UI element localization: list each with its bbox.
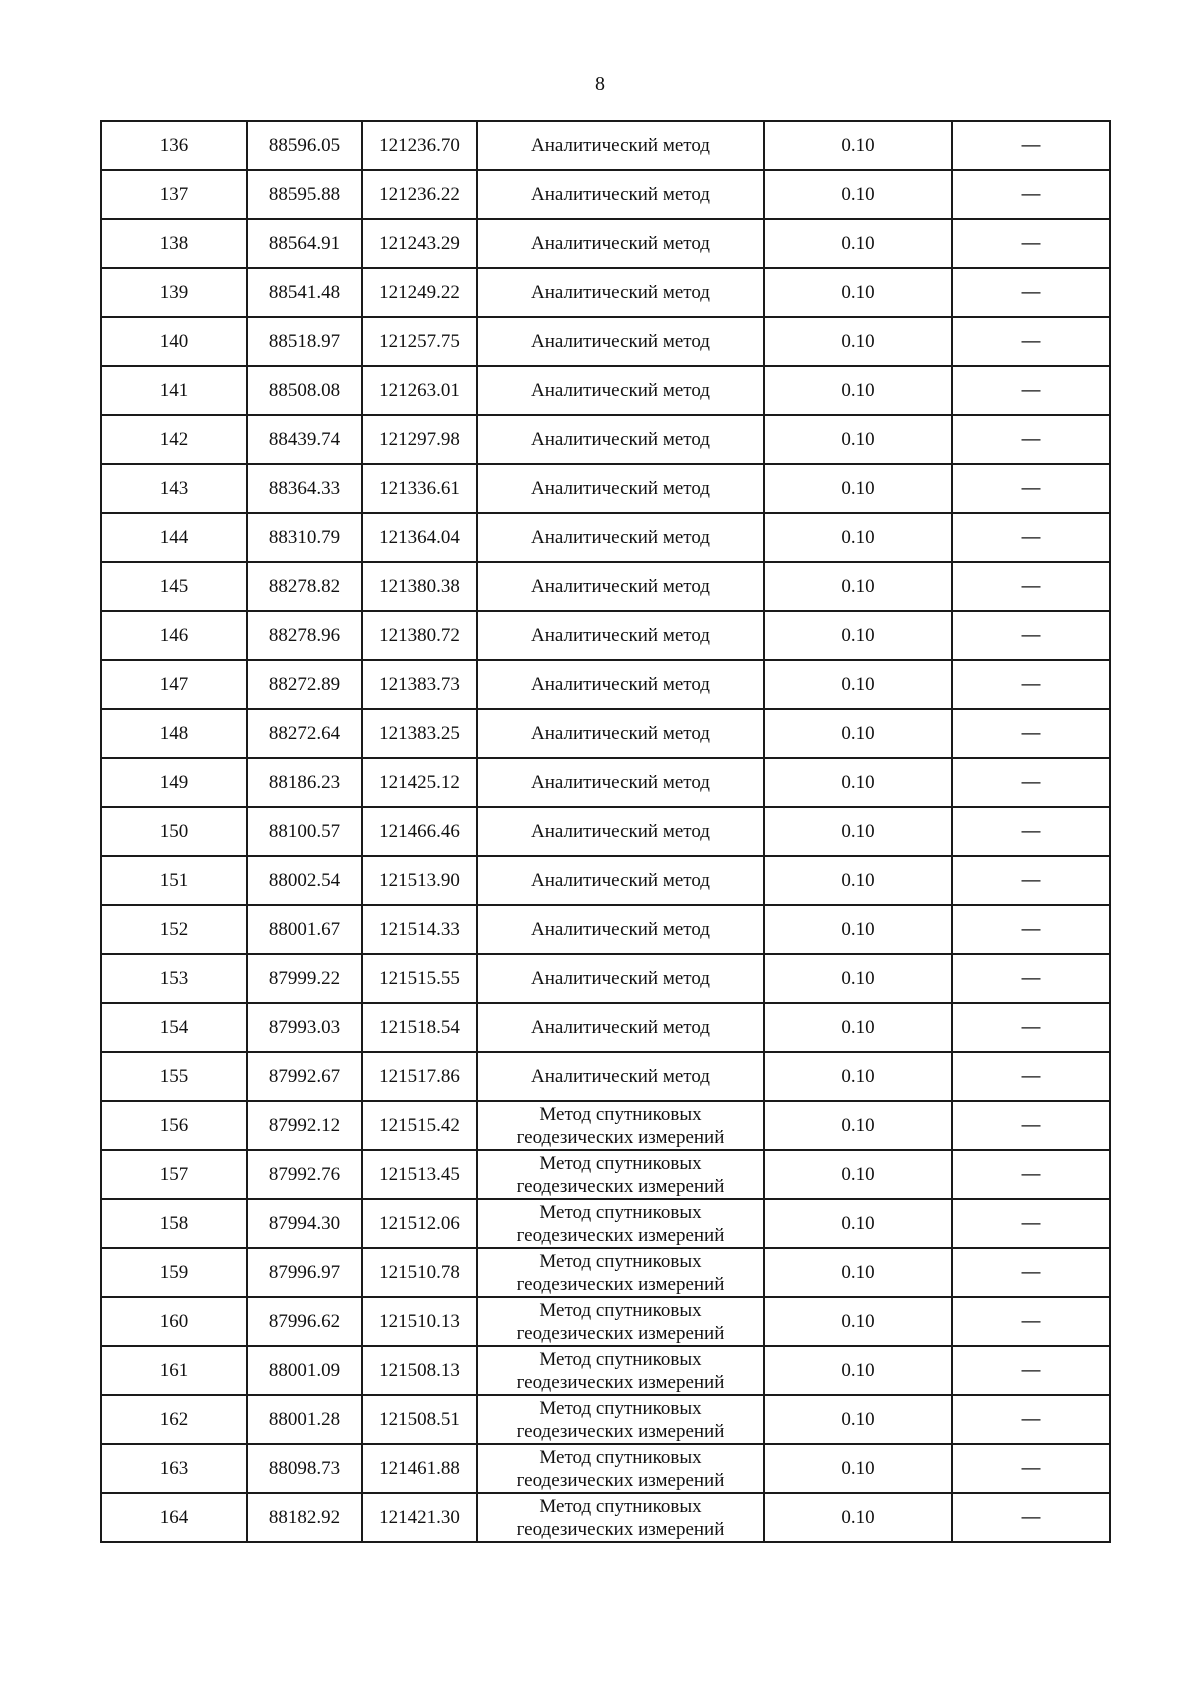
- cell-description: —: [952, 415, 1110, 464]
- cell-y-coordinate: 121466.46: [362, 807, 477, 856]
- table-row: [101, 1444, 1110, 1493]
- cell-method: Аналитический метод: [477, 660, 764, 709]
- cell-method: Аналитический метод: [477, 464, 764, 513]
- cell-accuracy: 0.10: [764, 1150, 952, 1199]
- cell-x-coordinate: 87992.67: [247, 1052, 362, 1101]
- cell-y-coordinate: 121514.33: [362, 905, 477, 954]
- cell-accuracy: 0.10: [764, 1101, 952, 1150]
- cell-method: Аналитический метод: [477, 709, 764, 758]
- coordinates-table: [100, 120, 1111, 1543]
- cell-y-coordinate: 121263.01: [362, 366, 477, 415]
- cell-method: Аналитический метод: [477, 513, 764, 562]
- cell-method: Метод спутниковых геодезических измерений: [477, 1297, 764, 1346]
- cell-x-coordinate: 88186.23: [247, 758, 362, 807]
- cell-y-coordinate: 121461.88: [362, 1444, 477, 1493]
- cell-point-number: 160: [101, 1297, 247, 1346]
- cell-x-coordinate: 88182.92: [247, 1493, 362, 1542]
- cell-accuracy: 0.10: [764, 464, 952, 513]
- cell-point-number: 156: [101, 1101, 247, 1150]
- cell-x-coordinate: 88508.08: [247, 366, 362, 415]
- cell-method: Аналитический метод: [477, 1052, 764, 1101]
- cell-description: —: [952, 1444, 1110, 1493]
- cell-method: Аналитический метод: [477, 366, 764, 415]
- cell-x-coordinate: 88596.05: [247, 121, 362, 170]
- cell-accuracy: 0.10: [764, 1297, 952, 1346]
- cell-x-coordinate: 88541.48: [247, 268, 362, 317]
- cell-point-number: 147: [101, 660, 247, 709]
- cell-x-coordinate: 87992.12: [247, 1101, 362, 1150]
- cell-description: —: [952, 562, 1110, 611]
- cell-method: Аналитический метод: [477, 268, 764, 317]
- cell-description: —: [952, 1297, 1110, 1346]
- table-row: [101, 1199, 1110, 1248]
- table-body: [101, 121, 1110, 1542]
- cell-y-coordinate: 121380.38: [362, 562, 477, 611]
- table-row: [101, 366, 1110, 415]
- cell-y-coordinate: 121421.30: [362, 1493, 477, 1542]
- cell-accuracy: 0.10: [764, 562, 952, 611]
- cell-point-number: 143: [101, 464, 247, 513]
- cell-x-coordinate: 87996.97: [247, 1248, 362, 1297]
- cell-y-coordinate: 121510.13: [362, 1297, 477, 1346]
- table-row: [101, 1395, 1110, 1444]
- cell-description: —: [952, 121, 1110, 170]
- cell-x-coordinate: 87993.03: [247, 1003, 362, 1052]
- cell-description: —: [952, 709, 1110, 758]
- cell-x-coordinate: 88001.67: [247, 905, 362, 954]
- cell-accuracy: 0.10: [764, 1199, 952, 1248]
- table-row: [101, 1248, 1110, 1297]
- cell-y-coordinate: 121508.51: [362, 1395, 477, 1444]
- cell-description: —: [952, 268, 1110, 317]
- cell-y-coordinate: 121517.86: [362, 1052, 477, 1101]
- table-row: [101, 611, 1110, 660]
- cell-x-coordinate: 88278.96: [247, 611, 362, 660]
- cell-x-coordinate: 87994.30: [247, 1199, 362, 1248]
- cell-x-coordinate: 88002.54: [247, 856, 362, 905]
- cell-accuracy: 0.10: [764, 1395, 952, 1444]
- table-row: [101, 415, 1110, 464]
- cell-point-number: 154: [101, 1003, 247, 1052]
- cell-accuracy: 0.10: [764, 856, 952, 905]
- cell-y-coordinate: 121336.61: [362, 464, 477, 513]
- cell-method: Аналитический метод: [477, 170, 764, 219]
- cell-x-coordinate: 88439.74: [247, 415, 362, 464]
- cell-description: —: [952, 1346, 1110, 1395]
- cell-point-number: 163: [101, 1444, 247, 1493]
- cell-accuracy: 0.10: [764, 905, 952, 954]
- cell-accuracy: 0.10: [764, 1346, 952, 1395]
- cell-point-number: 142: [101, 415, 247, 464]
- cell-description: —: [952, 905, 1110, 954]
- cell-accuracy: 0.10: [764, 660, 952, 709]
- cell-description: —: [952, 660, 1110, 709]
- table-row: [101, 1493, 1110, 1542]
- cell-y-coordinate: 121512.06: [362, 1199, 477, 1248]
- page-number: 8: [595, 73, 605, 95]
- cell-method: Метод спутниковых геодезических измерений: [477, 1248, 764, 1297]
- cell-y-coordinate: 121513.45: [362, 1150, 477, 1199]
- cell-method: Аналитический метод: [477, 415, 764, 464]
- table-row: [101, 121, 1110, 170]
- cell-point-number: 157: [101, 1150, 247, 1199]
- cell-description: —: [952, 1395, 1110, 1444]
- cell-description: —: [952, 1003, 1110, 1052]
- table-row: [101, 758, 1110, 807]
- table-row: [101, 1346, 1110, 1395]
- cell-accuracy: 0.10: [764, 807, 952, 856]
- table-row: [101, 709, 1110, 758]
- cell-accuracy: 0.10: [764, 1444, 952, 1493]
- cell-point-number: 149: [101, 758, 247, 807]
- table-row: [101, 1052, 1110, 1101]
- table-row: [101, 856, 1110, 905]
- cell-y-coordinate: 121236.70: [362, 121, 477, 170]
- cell-point-number: 153: [101, 954, 247, 1003]
- cell-point-number: 146: [101, 611, 247, 660]
- cell-method: Метод спутниковых геодезических измерений: [477, 1395, 764, 1444]
- cell-y-coordinate: 121364.04: [362, 513, 477, 562]
- cell-description: —: [952, 317, 1110, 366]
- table-row: [101, 905, 1110, 954]
- cell-method: Аналитический метод: [477, 954, 764, 1003]
- cell-x-coordinate: 88272.64: [247, 709, 362, 758]
- cell-x-coordinate: 88564.91: [247, 219, 362, 268]
- cell-method: Аналитический метод: [477, 807, 764, 856]
- cell-x-coordinate: 88001.28: [247, 1395, 362, 1444]
- cell-y-coordinate: 121243.29: [362, 219, 477, 268]
- cell-x-coordinate: 87996.62: [247, 1297, 362, 1346]
- cell-y-coordinate: 121425.12: [362, 758, 477, 807]
- cell-x-coordinate: 88518.97: [247, 317, 362, 366]
- table-row: [101, 219, 1110, 268]
- cell-x-coordinate: 88100.57: [247, 807, 362, 856]
- cell-y-coordinate: 121518.54: [362, 1003, 477, 1052]
- cell-method: Аналитический метод: [477, 758, 764, 807]
- cell-description: —: [952, 170, 1110, 219]
- cell-accuracy: 0.10: [764, 709, 952, 758]
- table-row: [101, 317, 1110, 366]
- cell-description: —: [952, 954, 1110, 1003]
- cell-point-number: 158: [101, 1199, 247, 1248]
- table-row: [101, 807, 1110, 856]
- cell-x-coordinate: 88364.33: [247, 464, 362, 513]
- cell-description: —: [952, 1101, 1110, 1150]
- cell-method: Метод спутниковых геодезических измерений: [477, 1493, 764, 1542]
- cell-x-coordinate: 88595.88: [247, 170, 362, 219]
- cell-y-coordinate: 121508.13: [362, 1346, 477, 1395]
- cell-y-coordinate: 121383.73: [362, 660, 477, 709]
- cell-method: Метод спутниковых геодезических измерений: [477, 1150, 764, 1199]
- cell-description: —: [952, 758, 1110, 807]
- table-row: [101, 660, 1110, 709]
- cell-accuracy: 0.10: [764, 513, 952, 562]
- cell-point-number: 144: [101, 513, 247, 562]
- cell-point-number: 141: [101, 366, 247, 415]
- cell-y-coordinate: 121383.25: [362, 709, 477, 758]
- cell-description: —: [952, 1199, 1110, 1248]
- cell-description: —: [952, 1493, 1110, 1542]
- cell-description: —: [952, 807, 1110, 856]
- cell-point-number: 161: [101, 1346, 247, 1395]
- cell-description: —: [952, 856, 1110, 905]
- cell-x-coordinate: 88278.82: [247, 562, 362, 611]
- cell-point-number: 139: [101, 268, 247, 317]
- cell-accuracy: 0.10: [764, 1248, 952, 1297]
- cell-point-number: 164: [101, 1493, 247, 1542]
- cell-accuracy: 0.10: [764, 1493, 952, 1542]
- cell-accuracy: 0.10: [764, 758, 952, 807]
- cell-accuracy: 0.10: [764, 268, 952, 317]
- cell-accuracy: 0.10: [764, 170, 952, 219]
- table-row: [101, 954, 1110, 1003]
- cell-accuracy: 0.10: [764, 954, 952, 1003]
- cell-accuracy: 0.10: [764, 366, 952, 415]
- cell-method: Аналитический метод: [477, 219, 764, 268]
- cell-method: Метод спутниковых геодезических измерений: [477, 1444, 764, 1493]
- table-row: [101, 1101, 1110, 1150]
- cell-x-coordinate: 88272.89: [247, 660, 362, 709]
- cell-accuracy: 0.10: [764, 1052, 952, 1101]
- cell-method: Аналитический метод: [477, 121, 764, 170]
- cell-description: —: [952, 1052, 1110, 1101]
- cell-y-coordinate: 121236.22: [362, 170, 477, 219]
- cell-method: Аналитический метод: [477, 562, 764, 611]
- cell-description: —: [952, 1150, 1110, 1199]
- cell-x-coordinate: 88310.79: [247, 513, 362, 562]
- cell-point-number: 136: [101, 121, 247, 170]
- cell-x-coordinate: 88001.09: [247, 1346, 362, 1395]
- cell-method: Метод спутниковых геодезических измерений: [477, 1346, 764, 1395]
- cell-method: Аналитический метод: [477, 611, 764, 660]
- table-row: [101, 1150, 1110, 1199]
- cell-description: —: [952, 366, 1110, 415]
- cell-x-coordinate: 87999.22: [247, 954, 362, 1003]
- cell-description: —: [952, 513, 1110, 562]
- table-row: [101, 562, 1110, 611]
- cell-y-coordinate: 121257.75: [362, 317, 477, 366]
- cell-y-coordinate: 121510.78: [362, 1248, 477, 1297]
- table-row: [101, 1297, 1110, 1346]
- cell-description: —: [952, 611, 1110, 660]
- cell-description: —: [952, 1248, 1110, 1297]
- cell-accuracy: 0.10: [764, 1003, 952, 1052]
- cell-point-number: 137: [101, 170, 247, 219]
- table-row: [101, 1003, 1110, 1052]
- cell-accuracy: 0.10: [764, 121, 952, 170]
- cell-y-coordinate: 121380.72: [362, 611, 477, 660]
- cell-x-coordinate: 87992.76: [247, 1150, 362, 1199]
- cell-point-number: 162: [101, 1395, 247, 1444]
- cell-accuracy: 0.10: [764, 611, 952, 660]
- table-row: [101, 513, 1110, 562]
- cell-x-coordinate: 88098.73: [247, 1444, 362, 1493]
- cell-method: Метод спутниковых геодезических измерений: [477, 1101, 764, 1150]
- cell-description: —: [952, 219, 1110, 268]
- cell-accuracy: 0.10: [764, 219, 952, 268]
- cell-method: Аналитический метод: [477, 1003, 764, 1052]
- cell-method: Аналитический метод: [477, 317, 764, 366]
- cell-point-number: 145: [101, 562, 247, 611]
- cell-accuracy: 0.10: [764, 317, 952, 366]
- cell-y-coordinate: 121513.90: [362, 856, 477, 905]
- cell-point-number: 140: [101, 317, 247, 366]
- cell-y-coordinate: 121297.98: [362, 415, 477, 464]
- table-row: [101, 170, 1110, 219]
- cell-method: Аналитический метод: [477, 856, 764, 905]
- cell-point-number: 152: [101, 905, 247, 954]
- cell-point-number: 151: [101, 856, 247, 905]
- cell-point-number: 159: [101, 1248, 247, 1297]
- cell-y-coordinate: 121249.22: [362, 268, 477, 317]
- cell-method: Метод спутниковых геодезических измерений: [477, 1199, 764, 1248]
- table-row: [101, 268, 1110, 317]
- cell-point-number: 138: [101, 219, 247, 268]
- cell-y-coordinate: 121515.55: [362, 954, 477, 1003]
- cell-point-number: 148: [101, 709, 247, 758]
- cell-point-number: 150: [101, 807, 247, 856]
- cell-point-number: 155: [101, 1052, 247, 1101]
- cell-method: Аналитический метод: [477, 905, 764, 954]
- table-row: [101, 464, 1110, 513]
- cell-description: —: [952, 464, 1110, 513]
- cell-accuracy: 0.10: [764, 415, 952, 464]
- cell-y-coordinate: 121515.42: [362, 1101, 477, 1150]
